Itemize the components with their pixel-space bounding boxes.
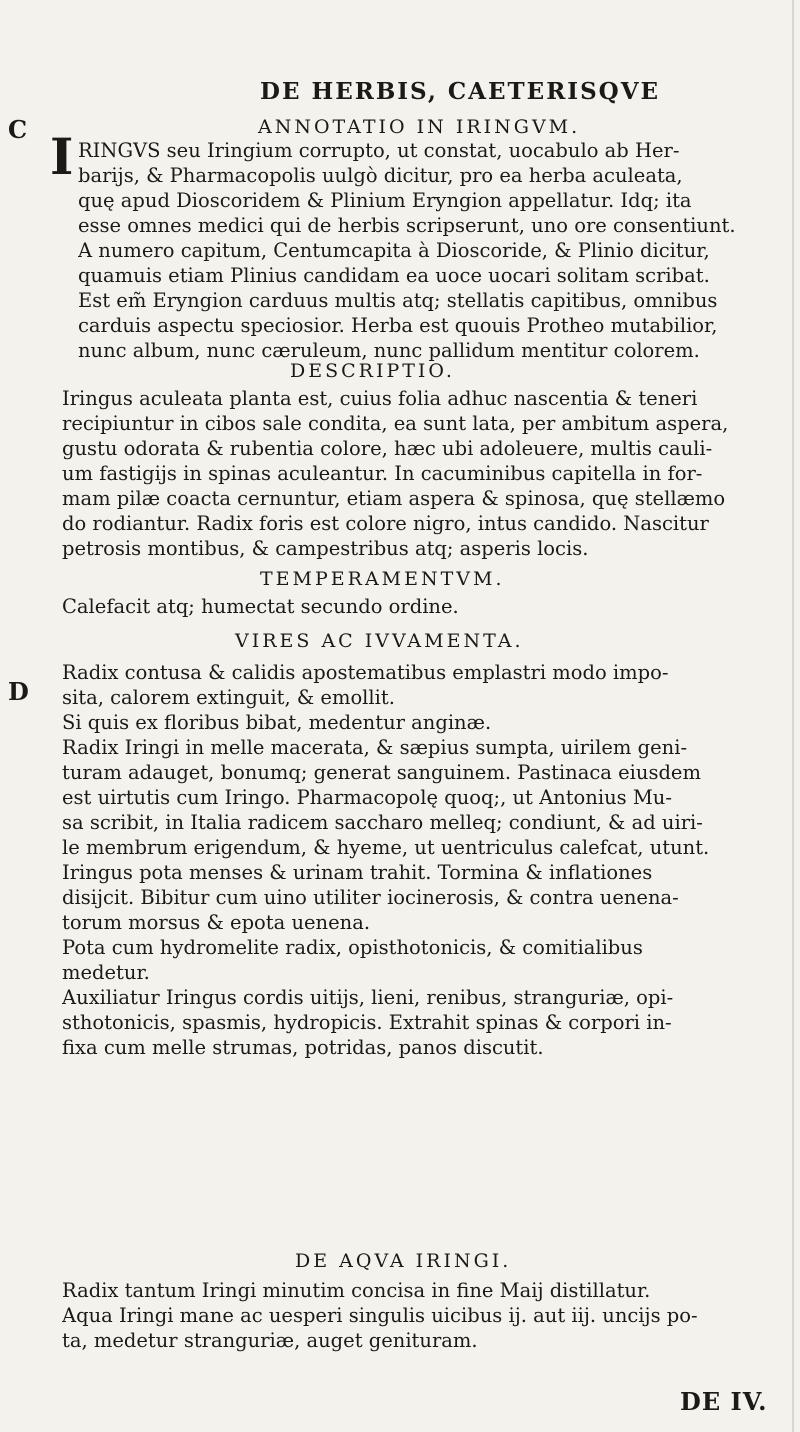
text-line: A numero capitum, Centumcapita à Dioscoride, & Plinio dicitur,	[78, 239, 710, 262]
vires-paragraph	[62, 660, 792, 1060]
text-line: Calefacit atq; humectat secundo ordine.	[62, 595, 459, 618]
text-line: barijs, & Pharmacopolis uulgò dicitur, pro ea herba aculeata,	[78, 164, 683, 187]
text-line: Est em̃ Eryngion carduus multis atq; stellatis capitibus, omnibus	[78, 289, 718, 312]
text-line: Iringus pota menses & urinam trahit. Tormina & inflationes	[62, 861, 653, 884]
text-line: Auxiliatur Iringus cordis uitijs, lieni, renibus, stranguriæ, opi-	[62, 986, 674, 1009]
text-line: sa scribit, in Italia radicem saccharo melleq; condiunt, & ad uiri-	[62, 811, 703, 834]
temperamentum-heading: TEMPERAMENTVM.	[260, 568, 505, 590]
text-line: petrosis montibus, & campestribus atq; asperis locis.	[62, 537, 589, 560]
text-line: RINGVS seu Iringium corrupto, ut constat, uocabulo ab Her-	[78, 139, 680, 162]
text-line: ta, medetur stranguriæ, auget genituram.	[62, 1329, 478, 1352]
text-line: disijcit. Bibitur cum uino utiliter iocinerosis, & contra uenena-	[62, 886, 679, 909]
margin-letter-d: D	[8, 677, 29, 706]
text-line: recipiuntur in cibos sale condita, ea sunt lata, per ambitum aspera,	[62, 412, 729, 435]
text-line: Radix Iringi in melle macerata, & sæpius sumpta, uirilem geni-	[62, 736, 688, 759]
text-line: gustu odorata & rubentia colore, hæc ubi adoleuere, multis cauli-	[62, 437, 713, 460]
annotatio-paragraph	[78, 138, 793, 363]
annotatio-heading: ANNOTATIO IN IRINGVM.	[258, 116, 581, 138]
aqua-paragraph	[62, 1278, 792, 1353]
text-line: Iringus aculeata planta est, cuius folia adhuc nascentia & teneri	[62, 387, 698, 410]
text-line: sthotonicis, spasmis, hydropicis. Extrahit spinas & corpori in-	[62, 1011, 672, 1034]
descriptio-paragraph	[62, 386, 792, 561]
text-line: carduis aspectu speciosior. Herba est quouis Protheo mutabilior,	[78, 314, 718, 337]
text-line: quamuis etiam Plinius candidam ea uoce uocari solitam scribat.	[78, 264, 710, 287]
temperamentum-paragraph	[62, 594, 792, 619]
text-line: Aqua Iringi mane ac uesperi singulis uicibus ij. aut iij. uncijs po-	[62, 1304, 698, 1327]
text-line: um fastigijs in spinas aculeantur. In cacuminibus capitella in for-	[62, 462, 703, 485]
text-line: est uirtutis cum Iringo. Pharmacopolę quoq;, ut Antonius Mu-	[62, 786, 672, 809]
text-line: torum morsus & epota uenena.	[62, 911, 371, 934]
catchword: DE IV.	[680, 1387, 768, 1416]
drop-capital: I	[50, 127, 74, 186]
text-line: fixa cum melle strumas, potridas, panos discutit.	[62, 1036, 544, 1059]
text-line: Radix tantum Iringi minutim concisa in fine Maij distillatur.	[62, 1279, 651, 1302]
text-line: sita, calorem extinguit, & emollit.	[62, 686, 395, 709]
text-line: esse omnes medici qui de herbis scripserunt, uno ore consentiunt.	[78, 214, 736, 237]
text-line: Pota cum hydromelite radix, opisthotonicis, & comitialibus	[62, 936, 643, 959]
margin-letter-c: C	[8, 115, 28, 144]
text-line: Radix contusa & calidis apostematibus emplastri modo impo-	[62, 661, 669, 684]
running-head: DE HERBIS, CAETERISQVE	[260, 78, 661, 105]
text-line: le membrum erigendum, & hyeme, ut uentriculus calefcat, utunt.	[62, 836, 710, 859]
vires-heading: VIRES AC IVVAMENTA.	[235, 630, 524, 652]
text-line: medetur.	[62, 961, 150, 984]
text-line: Si quis ex floribus bibat, medentur anginæ.	[62, 711, 492, 734]
text-line: nunc album, nunc cæruleum, nunc pallidum mentitur colorem.	[78, 339, 700, 362]
text-line: quę apud Dioscoridem & Plinium Eryngion appellatur. Idq; ita	[78, 189, 692, 212]
descriptio-heading: DESCRIPTIO.	[290, 360, 455, 382]
aqua-heading: DE AQVA IRINGI.	[295, 1250, 512, 1272]
text-line: do rodiantur. Radix foris est colore nigro, intus candido. Nascitur	[62, 512, 709, 535]
text-line: turam adauget, bonumq; generat sanguinem. Pastinaca eiusdem	[62, 761, 701, 784]
text-line: mam pilæ coacta cernuntur, etiam aspera & spinosa, quę stellæmo	[62, 487, 726, 510]
